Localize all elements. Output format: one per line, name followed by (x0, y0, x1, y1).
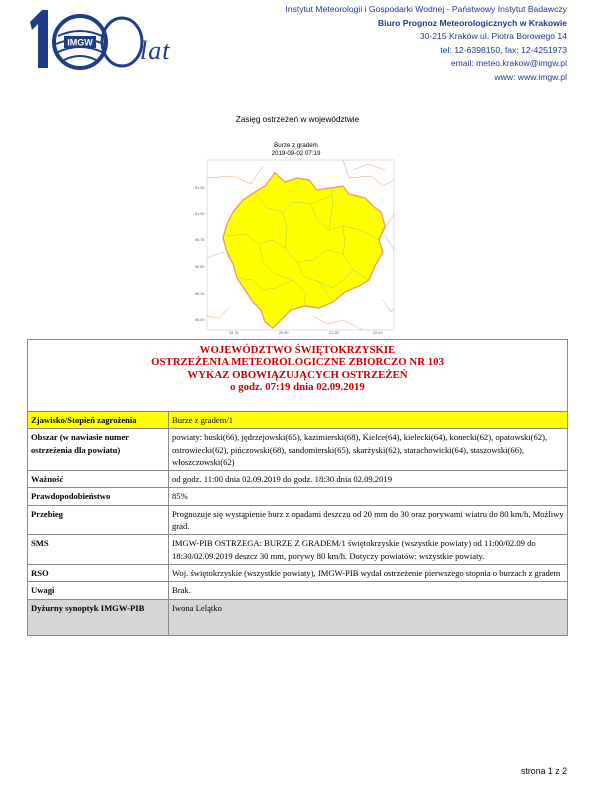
row-dyzurny (28, 599, 568, 635)
office-email: email: meteo.krakow@imgw.pl (450, 58, 567, 69)
warning-heading (28, 340, 568, 412)
row-label: Ważność (28, 471, 169, 488)
institute-name: Instytut Meteorologii i Gospodarki Wodnej - Państwowy Instytut Badawczy (285, 4, 567, 14)
row-label: SMS (28, 535, 169, 565)
row-label: Obszar (w nawiasie numer ostrzeżenia dla powiatu) (28, 429, 169, 471)
heading-issue-time: o godz. 07:19 dnia 02.09.2019 (230, 380, 365, 393)
row-prawdopodobienstwo (28, 488, 568, 505)
heading-list-title: WYKAZ OBOWIĄZUJĄCYCH OSTRZEŻEŃ (187, 368, 408, 381)
office-website: www: www.imgw.pl (494, 71, 567, 82)
row-label: RSO (28, 564, 169, 581)
row-label: Przebieg (28, 505, 169, 535)
svg-text:50.50: 50.50 (195, 265, 205, 269)
office-address: 30-215 Kraków ul. Piotra Borowego 14 (419, 31, 567, 42)
row-value: Woj. świętokrzyskie (wszystkie powiaty), IMGW-PIB wydał ostrzeżenie pierwszego stopnia o burzach z gradem (169, 564, 568, 581)
row-label: Zjawisko/Stopień zagrożenia (28, 412, 169, 429)
row-uwagi (28, 582, 568, 599)
svg-text:21.25: 21.25 (329, 331, 339, 335)
row-przebieg (28, 505, 568, 535)
logo-lat-text: lat (140, 36, 171, 65)
row-value: Brak. (169, 582, 568, 599)
row-value: powiaty: buski(66), jędrzejowski(65), kazimierski(68), Kielce(64), kielecki(64), konecki(62), opatowski(62), ostrowiecki(62), pińczowski(68), sandomierski(65), skarżyski(62), starachowicki(64), staszowski(66), włoszczowski(62) (169, 429, 568, 471)
map-section-title: Zasięg ostrzeżeń w województwie (235, 115, 360, 124)
row-value: Iwona Lelątko (169, 599, 568, 635)
row-waznosc (28, 471, 568, 488)
row-value: 85% (169, 488, 568, 505)
svg-text:51.25: 51.25 (195, 186, 205, 190)
row-value: Burze z gradem/1 (169, 412, 568, 429)
row-obszar (28, 429, 568, 471)
institute-header (285, 3, 567, 85)
row-rso (28, 564, 568, 581)
logo-imgw-text: IMGW (67, 37, 93, 48)
warning-map (193, 140, 399, 335)
heading-voivodeship: WOJEWÓDZTWO ŚWIĘTOKRZYSKIE (199, 344, 396, 356)
row-label: Prawdopodobieństwo (28, 488, 169, 505)
office-name: Biuro Prognoz Meteorologicznych w Krakowie (377, 17, 567, 28)
row-label: Dyżurny synoptyk IMGW-PIB (28, 599, 169, 635)
imgw-100-lat-logo (28, 10, 188, 72)
svg-text:50.25: 50.25 (195, 292, 205, 296)
svg-text:20.50: 20.50 (279, 331, 289, 335)
page-number: strona 1 z 2 (521, 766, 567, 776)
map-chart-date: 2019-09-02 07:19 (271, 150, 321, 157)
svg-text:50.00: 50.00 (195, 318, 205, 322)
row-value: od godz. 11:00 dnia 02.09.2019 do godz. 18:30 dnia 02.09.2019 (169, 471, 568, 488)
svg-text:19.75: 19.75 (229, 331, 239, 335)
row-label: Uwagi (28, 582, 169, 599)
row-value: IMGW-PIB OSTRZEGA: BURZE Z GRADEM/1 świętokrzyskie (wszystkie powiaty) od 11:00/02.09 do 18:30/02.09.2019 deszcz 30 mm, porywy 80 km/h. Dotyczy powiatów: wszystkie powiaty. (169, 535, 568, 565)
row-sms (28, 535, 568, 565)
map-chart-title: Burze z gradem (274, 142, 318, 149)
heading-bulletin-number: OSTRZEŻENIA METEOROLOGICZNE ZBIORCZO NR 103 (151, 356, 444, 369)
logo-digit-one (28, 10, 48, 68)
office-phone: tel: 12-6398150, fax: 12-4251973 (440, 44, 567, 55)
svg-text:22.00: 22.00 (373, 331, 383, 335)
svg-text:50.75: 50.75 (195, 238, 205, 242)
warning-table (27, 339, 568, 636)
row-value: Prognozuje się wystąpienie burz z opadami deszczu od 20 mm do 30 oraz porywami wiatru do 80 km/h. Możliwy grad. (169, 505, 568, 535)
row-zjawisko (28, 412, 568, 429)
svg-text:51.00: 51.00 (195, 212, 205, 216)
